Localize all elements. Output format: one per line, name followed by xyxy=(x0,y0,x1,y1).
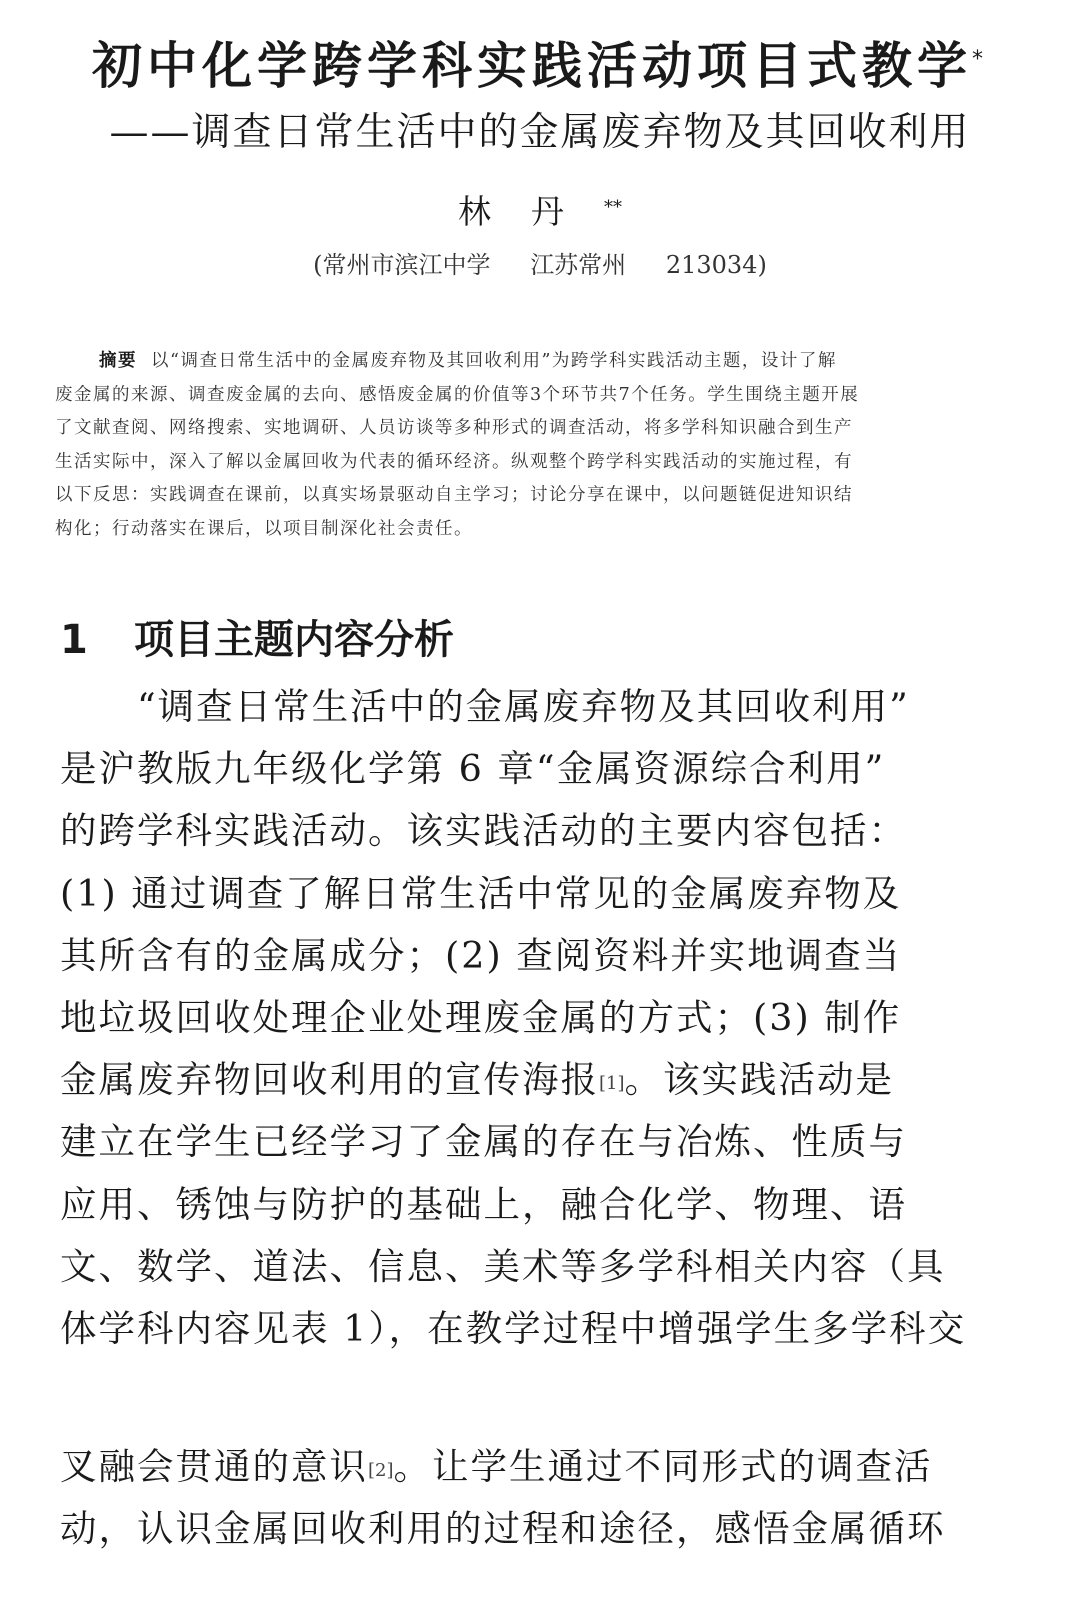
author-name xyxy=(0,190,1080,234)
abstract-line: 生活实际中，深入了解以金属回收为代表的循环经济。纵观整个跨学科实践活动的实施过程，有 xyxy=(55,451,853,472)
body-line: 体学科内容见表 1），在教学过程中增强学生多学科交 xyxy=(60,1306,967,1350)
abstract-text: 以“调查日常生活中的金属废弃物及其回收利用”为跨学科实践活动主题，设计了解 xyxy=(151,351,837,371)
body-text-segment: 叉融会贯通的意识 xyxy=(60,1445,368,1488)
body-line: 动，认识金属回收利用的过程和途径，感悟金属循环 xyxy=(60,1507,946,1551)
affiliation-postcode: 213034) xyxy=(665,251,767,279)
abstract-line: 构化；行动落实在课后，以项目制深化社会责任。 xyxy=(55,518,473,539)
abstract-line: 以下反思：实践调查在课前，以真实场景驱动自主学习；讨论分享在课中，以问题链促进知识结 xyxy=(55,485,853,505)
body-line: 地垃圾回收处理企业处理废金属的方式；(3) 制作 xyxy=(60,995,902,1039)
body-paragraph-continued xyxy=(60,1436,1020,1560)
title-text: 初中化学跨学科实践活动项目式教学 xyxy=(92,37,972,95)
paper-subtitle: ——调查日常生活中的金属废弃物及其回收利用 xyxy=(109,110,971,155)
body-line: 的跨学科实践活动。该实践活动的主要内容包括： xyxy=(60,809,907,853)
body-line: 应用、锈蚀与防护的基础上，融合化学、物理、语 xyxy=(60,1182,907,1226)
body-paragraph xyxy=(60,676,1020,1360)
body-line: 是沪教版九年级化学第 6 章“金属资源综合利用” xyxy=(60,747,886,791)
section-number: 1 xyxy=(60,617,88,663)
abstract-line: 废金属的来源、调查废金属的去向、感悟废金属的价值等3个环节共7个任务。学生围绕主题开展 xyxy=(55,384,860,405)
paper-title xyxy=(0,34,1080,98)
body-text-segment: 。让学生通过不同形式的调查活 xyxy=(393,1445,933,1488)
abstract xyxy=(55,345,1030,546)
body-line: “调查日常生活中的金属废弃物及其回收利用” xyxy=(60,685,910,728)
citation-ref[interactable]: [2] xyxy=(368,1460,394,1481)
body-line: 其所含有的金属成分；(2) 查阅资料并实地调查当 xyxy=(60,933,902,977)
affiliation xyxy=(0,248,1080,282)
abstract-line xyxy=(55,345,1030,379)
title-footnote-mark: * xyxy=(972,47,988,72)
author-text: 林丹 xyxy=(458,192,604,231)
body-text-segment: 。该实践活动是 xyxy=(624,1058,894,1102)
body-line: (1) 通过调查了解日常生活中常见的金属废弃物及 xyxy=(60,871,902,915)
abstract-line: 了文献查阅、网络搜索、实地调研、人员访谈等多种形式的调查活动，将多学科知识融合到生产 xyxy=(55,418,853,438)
abstract-label: 摘要 xyxy=(99,351,137,371)
affiliation-place: 江苏常州 xyxy=(530,251,627,279)
body-line: 文、数学、道法、信息、美术等多学科相关内容（具 xyxy=(60,1244,946,1288)
body-text-segment: 金属废弃物回收利用的宣传海报 xyxy=(60,1058,599,1102)
section-title: 项目主题内容分析 xyxy=(134,617,454,663)
author-footnote-mark: ** xyxy=(604,197,622,218)
body-line xyxy=(60,1049,1020,1111)
body-line: 建立在学生已经学习了金属的存在与冶炼、性质与 xyxy=(60,1120,907,1164)
citation-ref[interactable]: [1] xyxy=(599,1073,625,1095)
section-heading xyxy=(60,612,454,668)
body-line xyxy=(60,1436,1020,1498)
affiliation-org: (常州市滨江中学 xyxy=(313,251,491,279)
